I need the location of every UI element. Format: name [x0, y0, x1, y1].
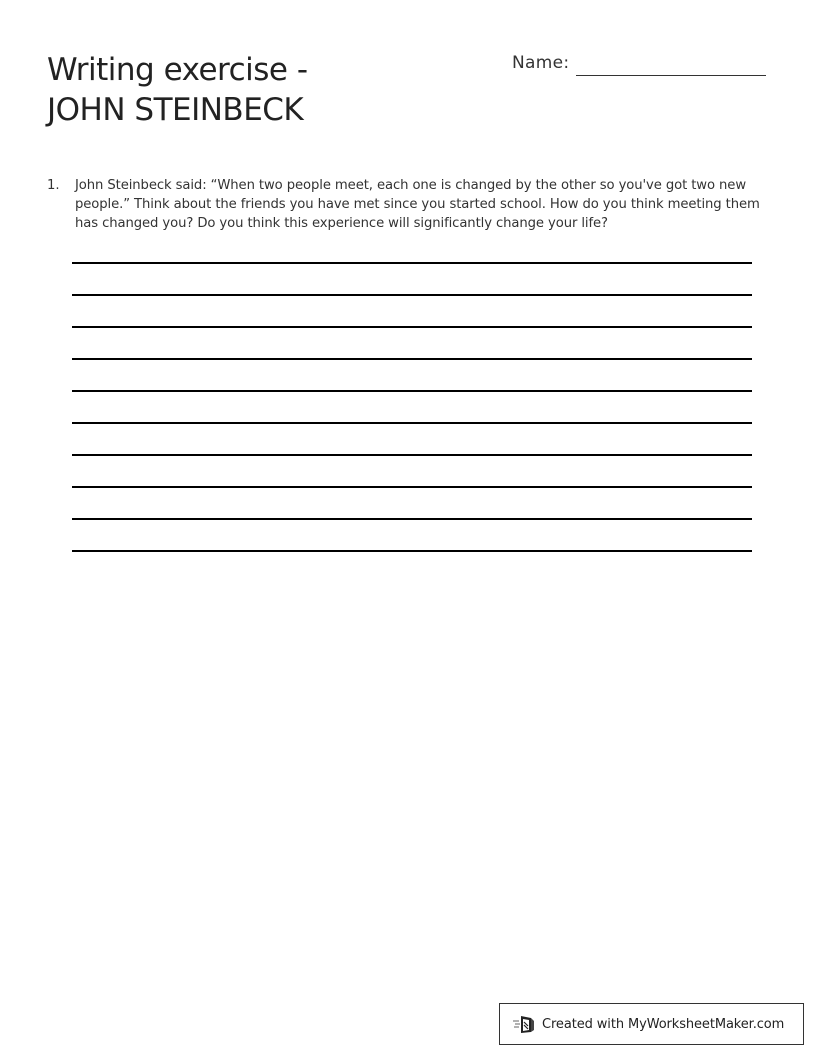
title-line-2: JOHN STEINBECK: [47, 92, 304, 128]
answer-line[interactable]: [72, 454, 752, 456]
question-1: [47, 176, 767, 233]
answer-line[interactable]: [72, 358, 752, 360]
question-number: 1.: [47, 178, 60, 193]
answer-lines: [72, 262, 752, 582]
answer-line[interactable]: [72, 262, 752, 264]
answer-line[interactable]: [72, 422, 752, 424]
worksheet-maker-logo-icon: [512, 1013, 536, 1035]
name-label: Name:: [512, 53, 570, 73]
name-field[interactable]: [512, 52, 766, 74]
badge-text: Created with MyWorksheetMaker.com: [542, 1016, 785, 1032]
answer-line[interactable]: [72, 518, 752, 520]
answer-line[interactable]: [72, 390, 752, 392]
name-blank-line[interactable]: [576, 75, 766, 76]
question-text: John Steinbeck said: “When two people meet, each one is changed by the other so you've got two new people.” Think about the friends you have met since you started school. How do you think meeting them has changed you? Do you think this experience will significantly change your life?: [75, 178, 760, 231]
title-line-1: Writing exercise -: [47, 52, 308, 88]
created-with-badge[interactable]: [499, 1003, 804, 1045]
page-title: [47, 50, 308, 130]
answer-line[interactable]: [72, 294, 752, 296]
answer-line[interactable]: [72, 486, 752, 488]
answer-line[interactable]: [72, 550, 752, 552]
answer-line[interactable]: [72, 326, 752, 328]
